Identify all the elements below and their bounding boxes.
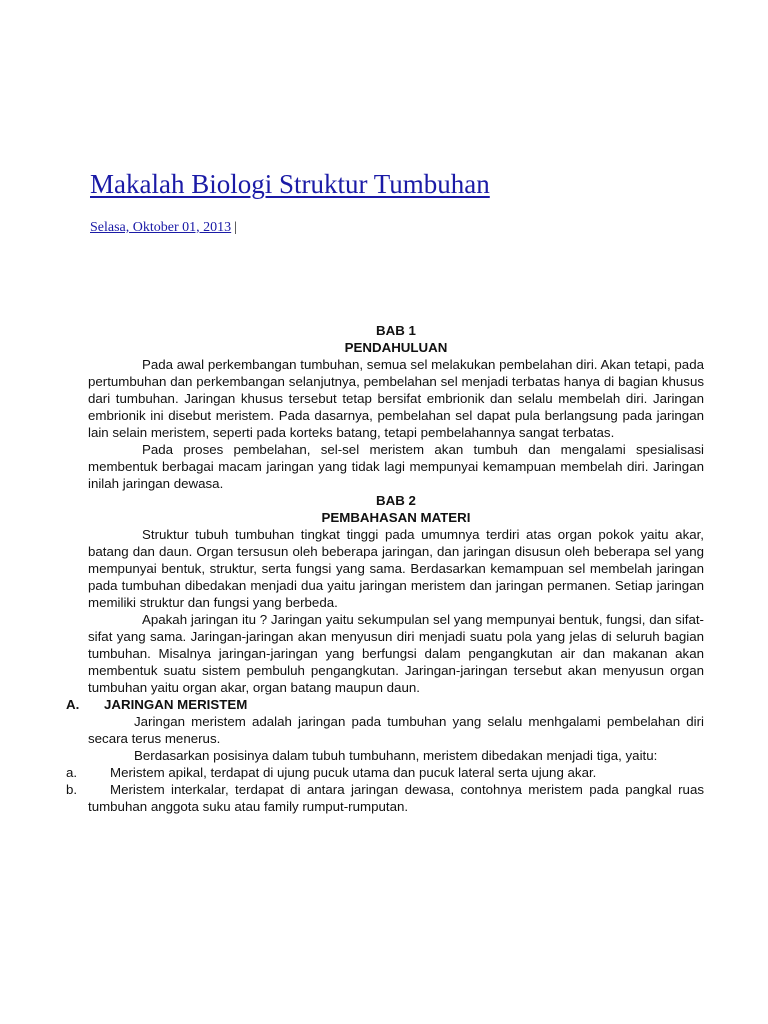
section-a-paragraph-2: Berdasarkan posisinya dalam tubuh tumbuhann, meristem dibedakan menjadi tiga, yaitu: [134, 748, 658, 763]
list-marker: a. [66, 765, 78, 780]
post-title [90, 166, 490, 202]
list-item [66, 781, 704, 815]
bab1-heading: PENDAHULUAN [344, 340, 448, 355]
bab1-paragraph-2: Pada proses pembelahan, sel-sel meristem akan tumbuh dan mengalami spesialisasi membentuk berbagai macam jaringan yang tidak lagi mempunyai kemampuan membelah diri. Jaringan inilah jaringan dewasa. [88, 442, 704, 491]
bab2-number: BAB 2 [376, 493, 416, 508]
bab2-heading: PEMBAHASAN MATERI [321, 510, 471, 525]
list-text: Meristem apikal, terdapat di ujung pucuk utama dan pucuk lateral serta ujung akar. [110, 765, 597, 780]
post-meta [90, 218, 237, 238]
bab2-paragraph-2: Apakah jaringan itu ? Jaringan yaitu sekumpulan sel yang mempunyai bentuk, fungsi, dan sifat-sifat yang sama. Jaringan-jaringan akan menyusun diri menjadi suatu pola yang jelas di seluruh bagian tumbuhan. Misalnya jaringan-jaringan yang berfungsi dalam pengangkutan air dan makanan akan membentuk suatu sistem pembuluh pengangkutan. Jaringan-jaringan tersebut akan menyusun organ tumbuhan yaitu organ akar, organ batang maupun daun. [88, 612, 704, 695]
bab2-paragraph-1: Struktur tubuh tumbuhan tingkat tinggi pada umumnya terdiri atas organ pokok yaitu akar, batang dan daun. Organ tersusun oleh beberapa jaringan, dan jaringan disusun oleh beberapa sel yang mempunyai bentuk, struktur, serta fungsi yang sama. Berdasarkan kemampuan sel membelah jaringan pada tumbuhan dibedakan menjadi dua yaitu jaringan meristem dan jaringan permanen. Setiap jaringan memiliki struktur dan fungsi yang berbeda. [88, 527, 704, 610]
list-item [66, 764, 704, 781]
section-a-heading [66, 696, 704, 713]
section-a-paragraph-1: Jaringan meristem adalah jaringan pada tumbuhan yang selalu menhgalami pembelahan diri secara terus menerus. [88, 714, 704, 746]
bab1-number: BAB 1 [376, 323, 416, 338]
post-title-link[interactable]: Makalah Biologi Struktur Tumbuhan [90, 169, 490, 199]
section-a-title: JARINGAN MERISTEM [104, 697, 248, 712]
meta-separator: | [234, 220, 237, 235]
list-text: Meristem interkalar, terdapat di antara jaringan dewasa, contohnya meristem pada pangkal ruas tumbuhan anggota suku atau family rumput-rumputan. [88, 782, 704, 814]
section-a-number: A. [66, 697, 80, 712]
list-marker: b. [66, 782, 78, 797]
document-body [66, 322, 704, 815]
bab1-paragraph-1: Pada awal perkembangan tumbuhan, semua sel melakukan pembelahan diri. Akan tetapi, pada pertumbuhan dan perkembangan selanjutnya, pembelahan sel menjadi terbatas hanya di bagian khusus dari tumbuhan. Jaringan khusus tersebut tetap bersifat embrionik dan selalu membelah diri. Jaringan embrionik ini disebut meristem. Pada dasarnya, pembelahan sel dapat pula berlangsung pada jaringan lain selain meristem, seperti pada korteks batang, tetapi pembelahannya sangat terbatas. [88, 357, 704, 440]
post-date-link[interactable]: Selasa, Oktober 01, 2013 [90, 220, 232, 235]
